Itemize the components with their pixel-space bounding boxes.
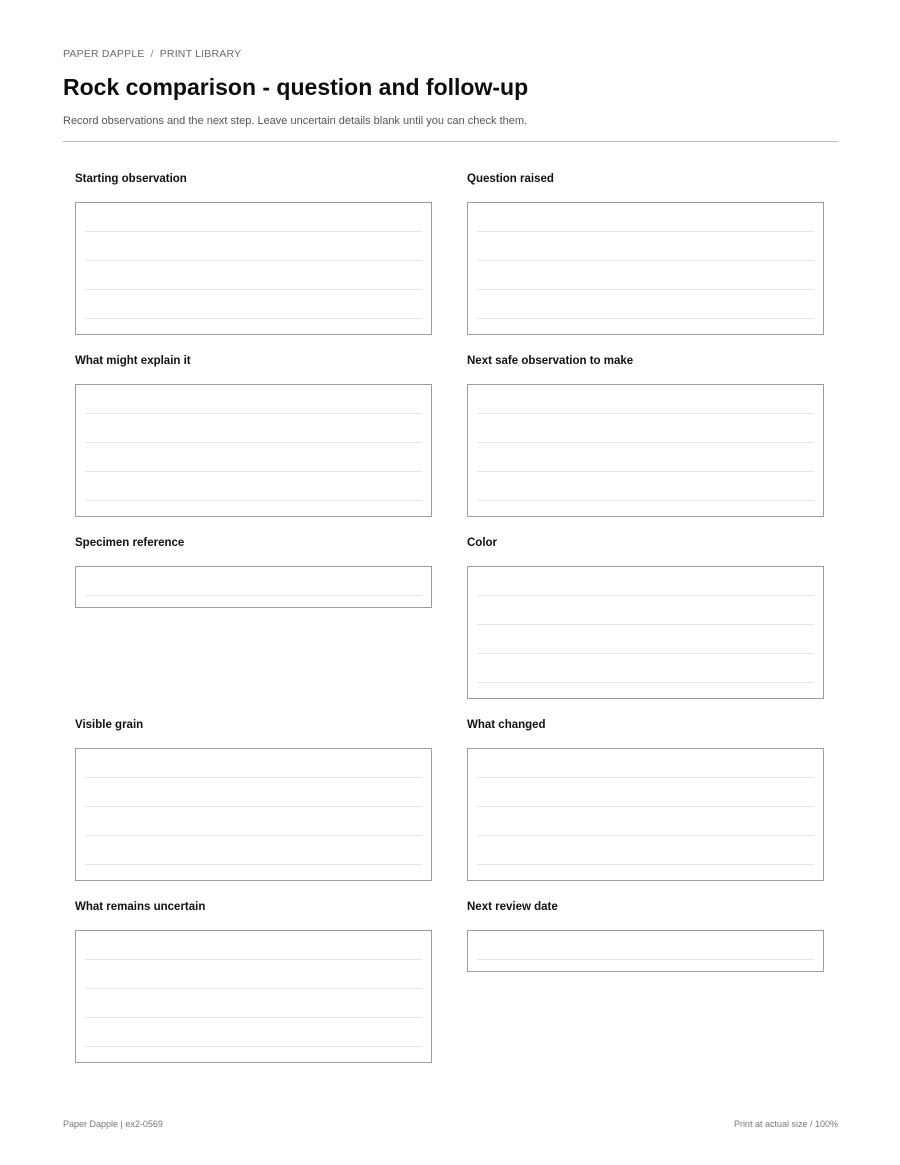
field-label: Visible grain [75, 719, 144, 731]
write-line [85, 1017, 422, 1018]
field-label: Question raised [467, 173, 554, 185]
write-line [85, 777, 422, 778]
breadcrumb-item-brand: PAPER DAPPLE [63, 48, 145, 60]
writing-box[interactable] [467, 202, 824, 335]
write-line [477, 413, 814, 414]
write-line [85, 442, 422, 443]
write-line [85, 413, 422, 414]
breadcrumb-item-library: PRINT LIBRARY [159, 48, 242, 60]
write-line [477, 500, 814, 501]
field-label: Starting observation [75, 173, 187, 185]
breadcrumb-separator: / [150, 48, 154, 60]
footer-document-id: Paper Dapple | ex2-0569 [63, 1119, 163, 1129]
writing-box[interactable] [75, 384, 432, 517]
field-label: Specimen reference [75, 537, 185, 549]
writing-box[interactable] [467, 566, 824, 699]
write-line [477, 318, 814, 319]
write-line [85, 471, 422, 472]
write-line [477, 289, 814, 290]
writing-box[interactable] [75, 748, 432, 881]
write-line [85, 500, 422, 501]
write-line [477, 777, 814, 778]
field-label: Next safe observation to make [467, 355, 634, 367]
writing-box[interactable] [467, 930, 824, 972]
field-label: What might explain it [75, 355, 191, 367]
write-line [85, 988, 422, 989]
footer-print-note: Print at actual size / 100% [733, 1119, 838, 1129]
write-line [85, 835, 422, 836]
write-line [85, 318, 422, 319]
write-line [477, 835, 814, 836]
write-line [85, 231, 422, 232]
write-line [85, 595, 422, 596]
write-line [477, 442, 814, 443]
write-line [477, 682, 814, 683]
write-line [85, 806, 422, 807]
writing-box[interactable] [467, 748, 824, 881]
write-line [477, 864, 814, 865]
write-line [477, 959, 814, 960]
page-subtitle: Record observations and the next step. Leave uncertain details blank until you can check them. [63, 115, 528, 127]
field-label: What remains uncertain [75, 901, 206, 913]
write-line [85, 959, 422, 960]
write-line [477, 653, 814, 654]
write-line [85, 864, 422, 865]
write-line [477, 806, 814, 807]
write-line [477, 624, 814, 625]
writing-box[interactable] [75, 566, 432, 608]
field-label: Next review date [467, 901, 558, 913]
breadcrumb [63, 48, 241, 60]
write-line [477, 231, 814, 232]
write-line [477, 260, 814, 261]
write-line [85, 289, 422, 290]
write-line [477, 471, 814, 472]
writing-box[interactable] [75, 202, 432, 335]
writing-box[interactable] [75, 930, 432, 1063]
writing-box[interactable] [467, 384, 824, 517]
field-label: What changed [467, 719, 546, 731]
write-line [477, 595, 814, 596]
field-label: Color [467, 537, 498, 549]
write-line [85, 260, 422, 261]
write-line [85, 1046, 422, 1047]
header-divider [63, 141, 838, 142]
page-title: Rock comparison - question and follow-up [63, 74, 529, 100]
